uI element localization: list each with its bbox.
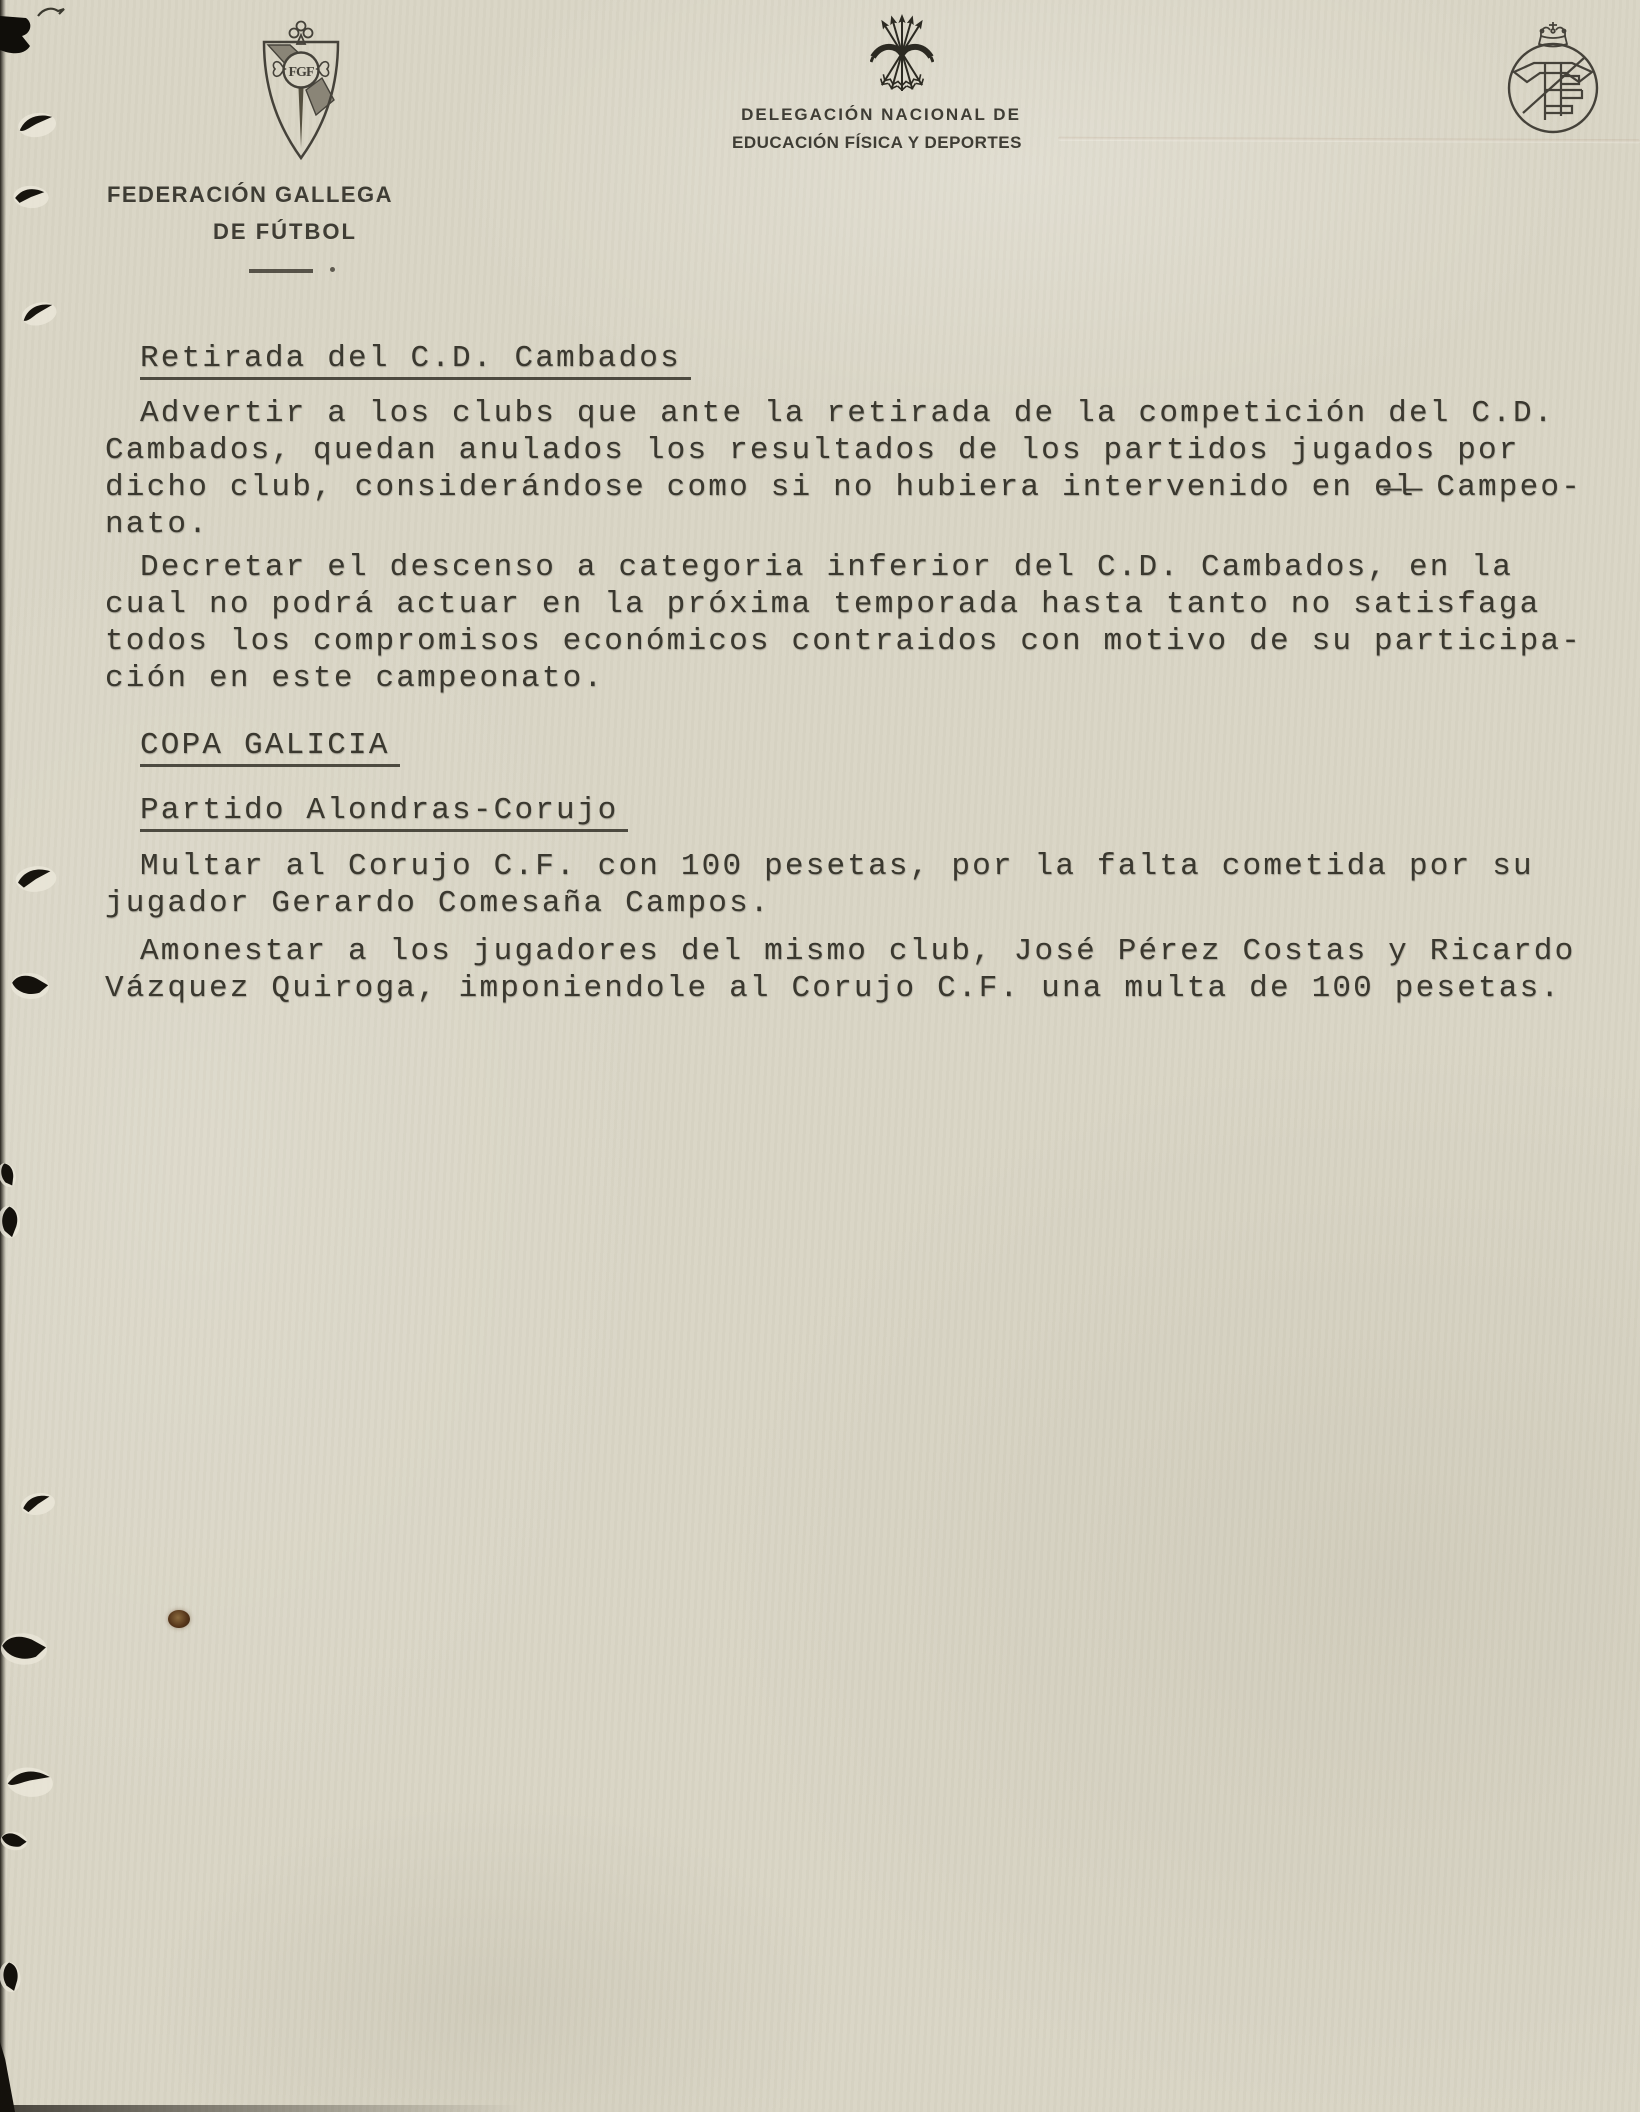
tear-mark: [17, 296, 60, 330]
tear-mark: [14, 107, 59, 141]
letterhead-rule-dot: [330, 267, 335, 272]
section-heading-copa-galicia: [140, 727, 400, 764]
corner-ink-blob: [0, 16, 40, 62]
paragraph-amonestacion: [105, 933, 1575, 1007]
text-line: ción en este campeonato.: [105, 661, 605, 696]
text-line: Vázquez Quiroga, imponiendole al Corujo C.F. una multa de 100 pesetas.: [105, 971, 1562, 1006]
tear-mark: [2, 1761, 57, 1800]
text-line: dicho club, considerándose como si no hubiera intervenido en e̶l̶ Campeo-: [105, 470, 1583, 505]
federation-name-line1: FEDERACIÓN GALLEGA: [106, 182, 394, 207]
tear-mark: [11, 183, 50, 211]
text-line: Decretar el descenso a categoria inferior del C.D. Cambados, en la: [140, 550, 1513, 585]
blade-shape: [299, 88, 304, 148]
paragraph-retirada-1: [105, 395, 1582, 543]
text-line: Multar al Corujo C.F. con 100 pesetas, por la falta cometida por su: [140, 849, 1534, 884]
paragraph-multa: [105, 848, 1534, 922]
delegation-line2: EDUCACIÓN FÍSICA Y DEPORTES: [732, 133, 1022, 152]
section-heading-text: COPA GALICIA: [140, 728, 400, 767]
subheading-text: Partido Alondras-Corujo: [140, 793, 628, 832]
letterhead-rule: [249, 269, 313, 273]
corner-shadow: [0, 2042, 15, 2112]
text-line: jugador Gerardo Comesaña Campos.: [105, 886, 771, 921]
text-line: todos los compromisos económicos contraidos con motivo de su participa-: [105, 624, 1583, 659]
tear-mark: [18, 1487, 58, 1521]
section-heading-retirada: [140, 340, 691, 377]
federacion-gallega-crest: [255, 20, 347, 162]
stain-dot: [168, 1610, 190, 1628]
text-line: Cambados, quedan anulados los resultados de los partidos jugados por: [105, 433, 1520, 468]
pen-squiggle-mark: [36, 4, 66, 20]
text-line: nato.: [105, 507, 210, 542]
trefoil-icon: [290, 22, 313, 45]
yoke-and-arrows-icon: [870, 12, 934, 94]
text-line: cual no podrá actuar en la próxima temporada hasta tanto no satisfaga: [105, 587, 1541, 622]
scan-edge-shadow: [0, 0, 6, 2112]
subheading-partido: [140, 792, 628, 829]
paragraph-retirada-2: [105, 549, 1582, 697]
crest-monogram: FGF: [288, 65, 314, 80]
tear-mark: [0, 1631, 53, 1667]
text-line: Amonestar a los jugadores del mismo club, José Pérez Costas y Ricardo: [140, 934, 1576, 969]
interlocked-monogram: [1514, 58, 1592, 120]
rfef-crowned-crest-icon: [1492, 16, 1614, 138]
section-heading-text: Retirada del C.D. Cambados: [140, 341, 691, 380]
text-line: Advertir a los clubs que ante la retirada de la competición del C.D.: [140, 396, 1555, 431]
tear-mark: [3, 970, 57, 1002]
tear-mark: [13, 862, 59, 896]
bottom-edge-shadow: [0, 2105, 520, 2112]
federation-name-line2: DE FÚTBOL: [213, 219, 357, 244]
delegation-line1: DELEGACIÓN NACIONAL DE: [741, 105, 1021, 124]
